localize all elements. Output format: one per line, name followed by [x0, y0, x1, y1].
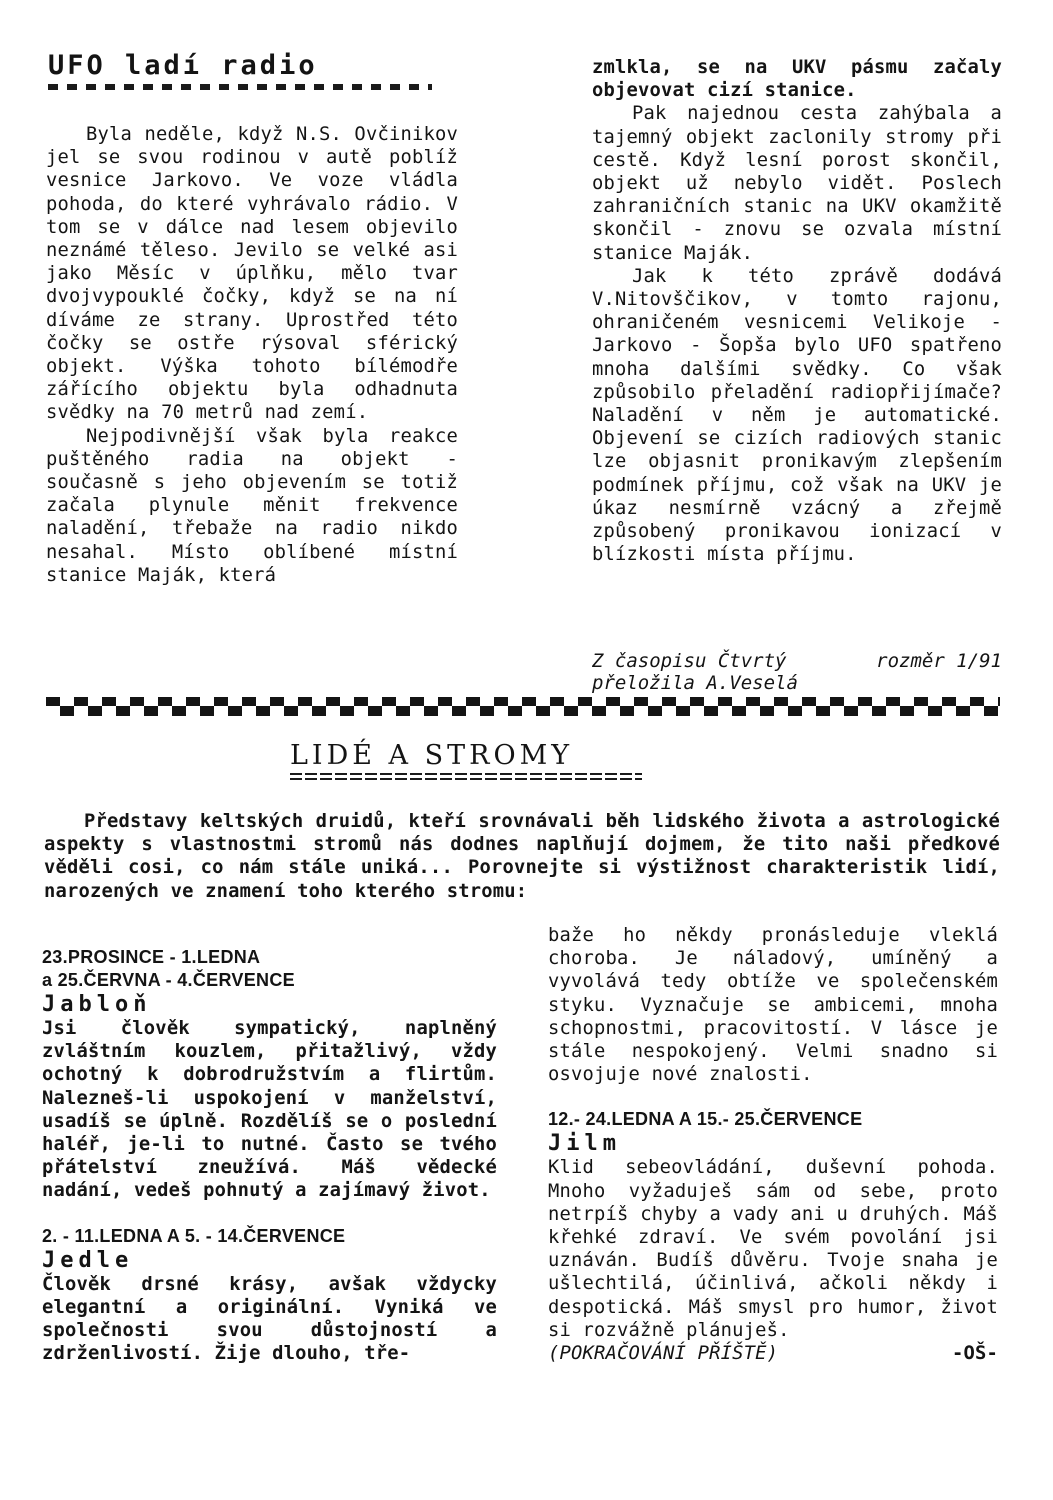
trees-article-title: LIDÉ A STROMY [290, 740, 574, 771]
sign-dates: a 25.ČERVNA - 4.ČERVENCE [42, 970, 295, 990]
source-translator: přeložila A.Veselá [592, 672, 798, 694]
source-magazine: Z časopisu Čtvrtý [592, 650, 787, 672]
ufo-article-source [592, 650, 1002, 694]
trees-left-column [42, 946, 497, 1365]
ufo-article-title: UFO ladí radio [48, 50, 318, 81]
intro-paragraph: Představy keltských druidů, kteří srovnávali běh lidského života a astrologické aspekty s vlastnostmi stromů nás dodnes naplňují dojmem, že tito naši předkové věděli cosi, co nám stále uniká... Porovnejte si výstižnost charakteristik lidí, narozených ve znamení toho kterého stromu: [44, 811, 1000, 902]
tree-name-elm: Jilm [548, 1131, 621, 1157]
sign-dates: 2. - 11.LEDNA A 5. - 14.ČERVENCE [42, 1225, 346, 1246]
source-issue: rozměr 1/91 [876, 650, 1002, 672]
trees-article-intro [44, 810, 1000, 903]
title-double-underline [290, 773, 642, 780]
title-dashed-underline [48, 84, 432, 90]
tree-name-apple: Jabloň [42, 992, 152, 1017]
ufo-article-left-column [46, 123, 458, 587]
tree-name-fir: Jedle [42, 1247, 134, 1273]
ufo-paragraph: Byla neděle, když N.S. Ovčinikov jel se svou rodinou v autě poblíž vesnice Jarkovo. Ve voze vládla pohoda, do které vyhrávalo rádio. V tom se v dálce nad lesem objevilo neznámé těleso. Jevilo se velké asi jako Měsíc v úplňku, mělo tvar dvojvypouklé čočky, když se na ní díváme ze strany. Uprostřed této čočky se ostře rýsoval sférický objekt. Výška tohoto bílémodře zářícího objektu byla odhadnuta svědky na 70 metrů nad zemí. [46, 124, 458, 424]
author-signature: -OŠ- [951, 1343, 998, 1365]
sign-description: Klid sebeovládání, duševní pohoda. Mnoho vyžaduješ sám od sebe, proto netrpíš chyby a vady ani u druhých. Máš křehké zdraví. Ve svém povolání jsi uznáván. Budíš důvěru. Tvoje snaha je ušlechtilá, účinlivá, ačkoli někdy i despotická. Máš smysl pro humor, život si rozvážně plánuješ. [548, 1157, 998, 1341]
ufo-paragraph: Nejpodivnější však byla reakce puštěného radia na objekt - současně s jeho objevením se totiž začala plynule měnit frekvence naladění, třebaže na radio nikdo nesahal. Místo oblíbené místní stanice Maják, která [46, 425, 458, 586]
ufo-paragraph: Pak najednou cesta zahýbala a tajemný objekt zaclonily stromy při cestě. Když lesní porost skončil, objekt už nebylo vidět. Poslech zahraničních stanic na UKV okamžitě skončil - znovu se ozvala místní stanice Maják. [592, 103, 1002, 264]
sign-dates: 12.- 24.LEDNA A 15.- 25.ČERVENCE [548, 1109, 863, 1130]
continued-note: (POKRAČOVÁNÍ PŘÍŠTĚ) [548, 1343, 779, 1365]
sign-description-continuation: baže ho někdy pronásleduje vleklá choroba. Je náladový, umíněný a vyvolává tedy obtíže ve společenském styku. Vyznačuje se ambicemi, mnoha schopnostmi, pracovitostí. V lásce je stále nespokojený. Velmi snadno si osvojuje nové znalosti. [548, 925, 998, 1086]
ufo-paragraph: Jak k této zprávě dodává V.Nitovščikov, v tomto rajonu, ohraničeném vesnicemi Velikoje - Jarkovo - Šopša bylo UFO spatřeno mnoha dalšími svědky. Co však způsobilo přeladění radiopřijímače? Naladění v něm je automatické. Objevení se cizích radiových stanic lze objasnit pronikavým zlepšením podmínek příjmu, což však na UKV je úkaz nesmírně vzácný a zřejmě způsobený pronikavou ionizací v blízkosti místa příjmu. [592, 265, 1002, 566]
sign-description: Člověk drsné krásy, avšak vždycky elegantní a originální. Vyniká ve společnosti svou důstojností a zdrženlivostí. Žije dlouho, tře- [42, 1273, 497, 1365]
ufo-article-right-column [592, 56, 1002, 566]
sign-dates: 23.PROSINCE - 1.LEDNA [42, 947, 261, 967]
article-footer [548, 1342, 998, 1365]
trees-right-column [548, 924, 998, 1365]
ufo-paragraph: zmlkla, se na UKV pásmu začaly objevovat cizí stanice. [592, 57, 1002, 102]
checkered-divider [46, 697, 1000, 716]
sign-description: Jsi člověk sympatický, naplněný zvláštním kouzlem, přitažlivý, vždy ochotný k dobrodružstvím a flirtům. Nalezneš-li uspokojení v manželství, usadíš se úplně. Rozdělíš se o poslední haléř, je-li to nutné. Často se tvého přátelství zneužívá. Máš vědecké nadání, vedeš pohnutý a zajímavý život. [42, 1018, 497, 1202]
